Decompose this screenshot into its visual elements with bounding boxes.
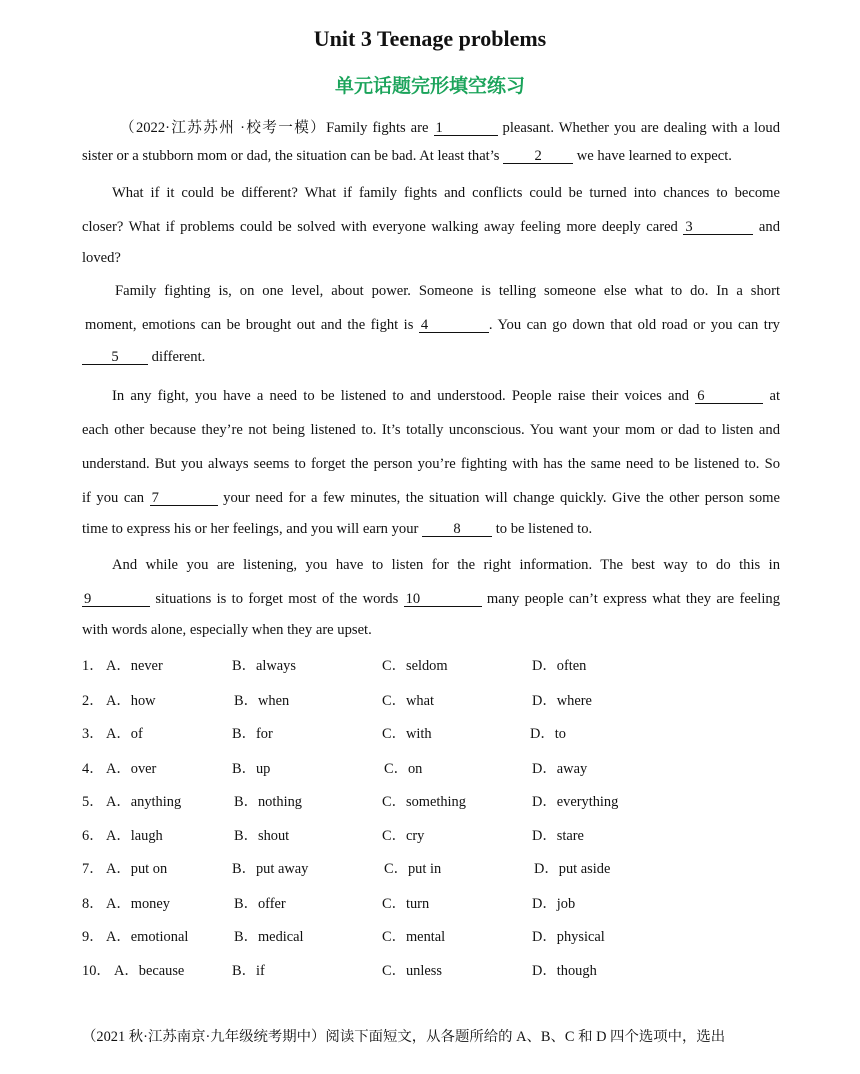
passage-line: each other because they’re not being listened to. It’s totally unconscious. You want your mom or dad to listen and (82, 422, 780, 438)
option-c[interactable]: C．what (382, 693, 434, 709)
question-row (82, 857, 782, 877)
option-a[interactable]: A．of (106, 726, 143, 742)
option-b[interactable]: B．when (234, 693, 290, 709)
passage-line: time to express his or her feelings, and you will earn your 8 to be listened to. (82, 521, 593, 537)
next-section-intro: （2021 秋·江苏南京·九年级统考期中）阅读下面短文，从各题所给的 A、B、C 和 D 四个选项中，选出 (82, 1029, 726, 1045)
option-c[interactable]: C．seldom (382, 658, 448, 674)
passage-line: （2022·江苏苏州 ·校考一模）Family fights are 1 pleasant. Whether you are dealing with a loud (120, 120, 780, 136)
passage-line: loved? (82, 250, 121, 266)
option-d[interactable]: D．put aside (534, 861, 611, 877)
question-row (82, 790, 782, 810)
question-number: 5． (82, 794, 104, 810)
question-row (82, 892, 782, 912)
option-c[interactable]: C．unless (382, 963, 442, 979)
passage-line: In any fight, you have a need to be listened to and understood. People raise their voices and 6 at (112, 388, 780, 404)
page-title: Unit 3 Teenage problems (313, 26, 547, 51)
option-b[interactable]: B．if (232, 963, 265, 979)
passage-line: sister or a stubborn mom or dad, the situation can be bad. At least that’s 2 we have learned to expect. (82, 148, 732, 164)
question-number: 9． (82, 929, 104, 945)
option-c[interactable]: C．cry (382, 828, 425, 844)
blank-5: 5 (82, 350, 148, 365)
option-b[interactable]: B．shout (234, 828, 290, 844)
blank-1: 1 (434, 121, 498, 136)
option-a[interactable]: A．laugh (106, 828, 163, 844)
blank-3: 3 (683, 220, 753, 235)
option-c[interactable]: C．turn (382, 896, 430, 912)
question-number: 8． (82, 896, 104, 912)
option-b[interactable]: B．nothing (234, 794, 302, 810)
passage-line: closer? What if problems could be solved with everyone walking away feeling more deeply cared 3 and (82, 219, 780, 235)
option-c[interactable]: C．on (384, 761, 423, 777)
option-d[interactable]: D．where (532, 693, 592, 709)
question-row (82, 757, 782, 777)
question-row (82, 689, 782, 709)
option-a[interactable]: A．over (106, 761, 157, 777)
question-number: 7． (82, 861, 104, 877)
passage-line: Family fighting is, on one level, about power. Someone is telling someone else what to do. In a short (115, 283, 780, 299)
option-b[interactable]: B．up (232, 761, 271, 777)
question-row (82, 925, 782, 945)
option-a[interactable]: A．never (106, 658, 163, 674)
blank-7: 7 (150, 491, 218, 506)
blank-6: 6 (695, 389, 763, 404)
blank-10: 10 (404, 592, 482, 607)
option-d[interactable]: D．away (532, 761, 588, 777)
passage-line: understand. But you always seems to forget the person you’re fighting with has the same need to be listened to. So (82, 456, 780, 472)
passage-line: moment, emotions can be brought out and the fight is 4 . You can go down that old road or you can try (85, 317, 780, 333)
option-c[interactable]: C．something (382, 794, 466, 810)
question-number: 2． (82, 693, 104, 709)
blank-4: 4 (419, 318, 489, 333)
option-d[interactable]: D．job (532, 896, 576, 912)
option-c[interactable]: C．mental (382, 929, 446, 945)
option-c[interactable]: C．put in (384, 861, 442, 877)
blank-8: 8 (422, 522, 492, 537)
page-subtitle: 单元话题完形填空练习 (334, 75, 525, 97)
option-b[interactable]: B．for (232, 726, 273, 742)
option-b[interactable]: B．always (232, 658, 296, 674)
passage-line: And while you are listening, you have to listen for the right information. The best way to do this in (112, 557, 780, 573)
option-a[interactable]: A．how (106, 693, 156, 709)
option-d[interactable]: D．often (532, 658, 587, 674)
option-a[interactable]: A．emotional (106, 929, 189, 945)
option-d[interactable]: D．physical (532, 929, 605, 945)
passage-line: 9 situations is to forget most of the words 10 many people can’t express what they are feeling (84, 591, 780, 607)
question-number: 1． (82, 658, 104, 674)
question-number: 10． (82, 963, 111, 979)
question-number: 4． (82, 761, 104, 777)
option-b[interactable]: B．put away (232, 861, 309, 877)
option-b[interactable]: B．offer (234, 896, 286, 912)
option-d[interactable]: D．to (530, 726, 566, 742)
question-number: 6． (82, 828, 104, 844)
passage-line: if you can 7 your need for a few minutes, the situation will change quickly. Give the other person some (82, 490, 780, 506)
passage-line: with words alone, especially when they are upset. (82, 622, 372, 638)
passage-line: What if it could be different? What if family fights and conflicts could be turned into chances to become (112, 185, 780, 201)
option-c[interactable]: C．with (382, 726, 432, 742)
blank-9: 9 (82, 592, 150, 607)
question-number: 3． (82, 726, 104, 742)
option-a[interactable]: A．put on (106, 861, 168, 877)
option-d[interactable]: D．though (532, 963, 597, 979)
option-a[interactable]: A．money (106, 896, 170, 912)
option-b[interactable]: B．medical (234, 929, 304, 945)
option-a[interactable]: A．anything (106, 794, 182, 810)
question-row (82, 654, 782, 674)
passage-line: 5 different. (82, 349, 780, 366)
question-row (82, 824, 782, 844)
option-d[interactable]: D．everything (532, 794, 619, 810)
question-row (82, 959, 782, 979)
question-row (82, 722, 782, 742)
option-a[interactable]: A．because (114, 963, 185, 979)
blank-2: 2 (503, 149, 573, 164)
option-d[interactable]: D．stare (532, 828, 584, 844)
